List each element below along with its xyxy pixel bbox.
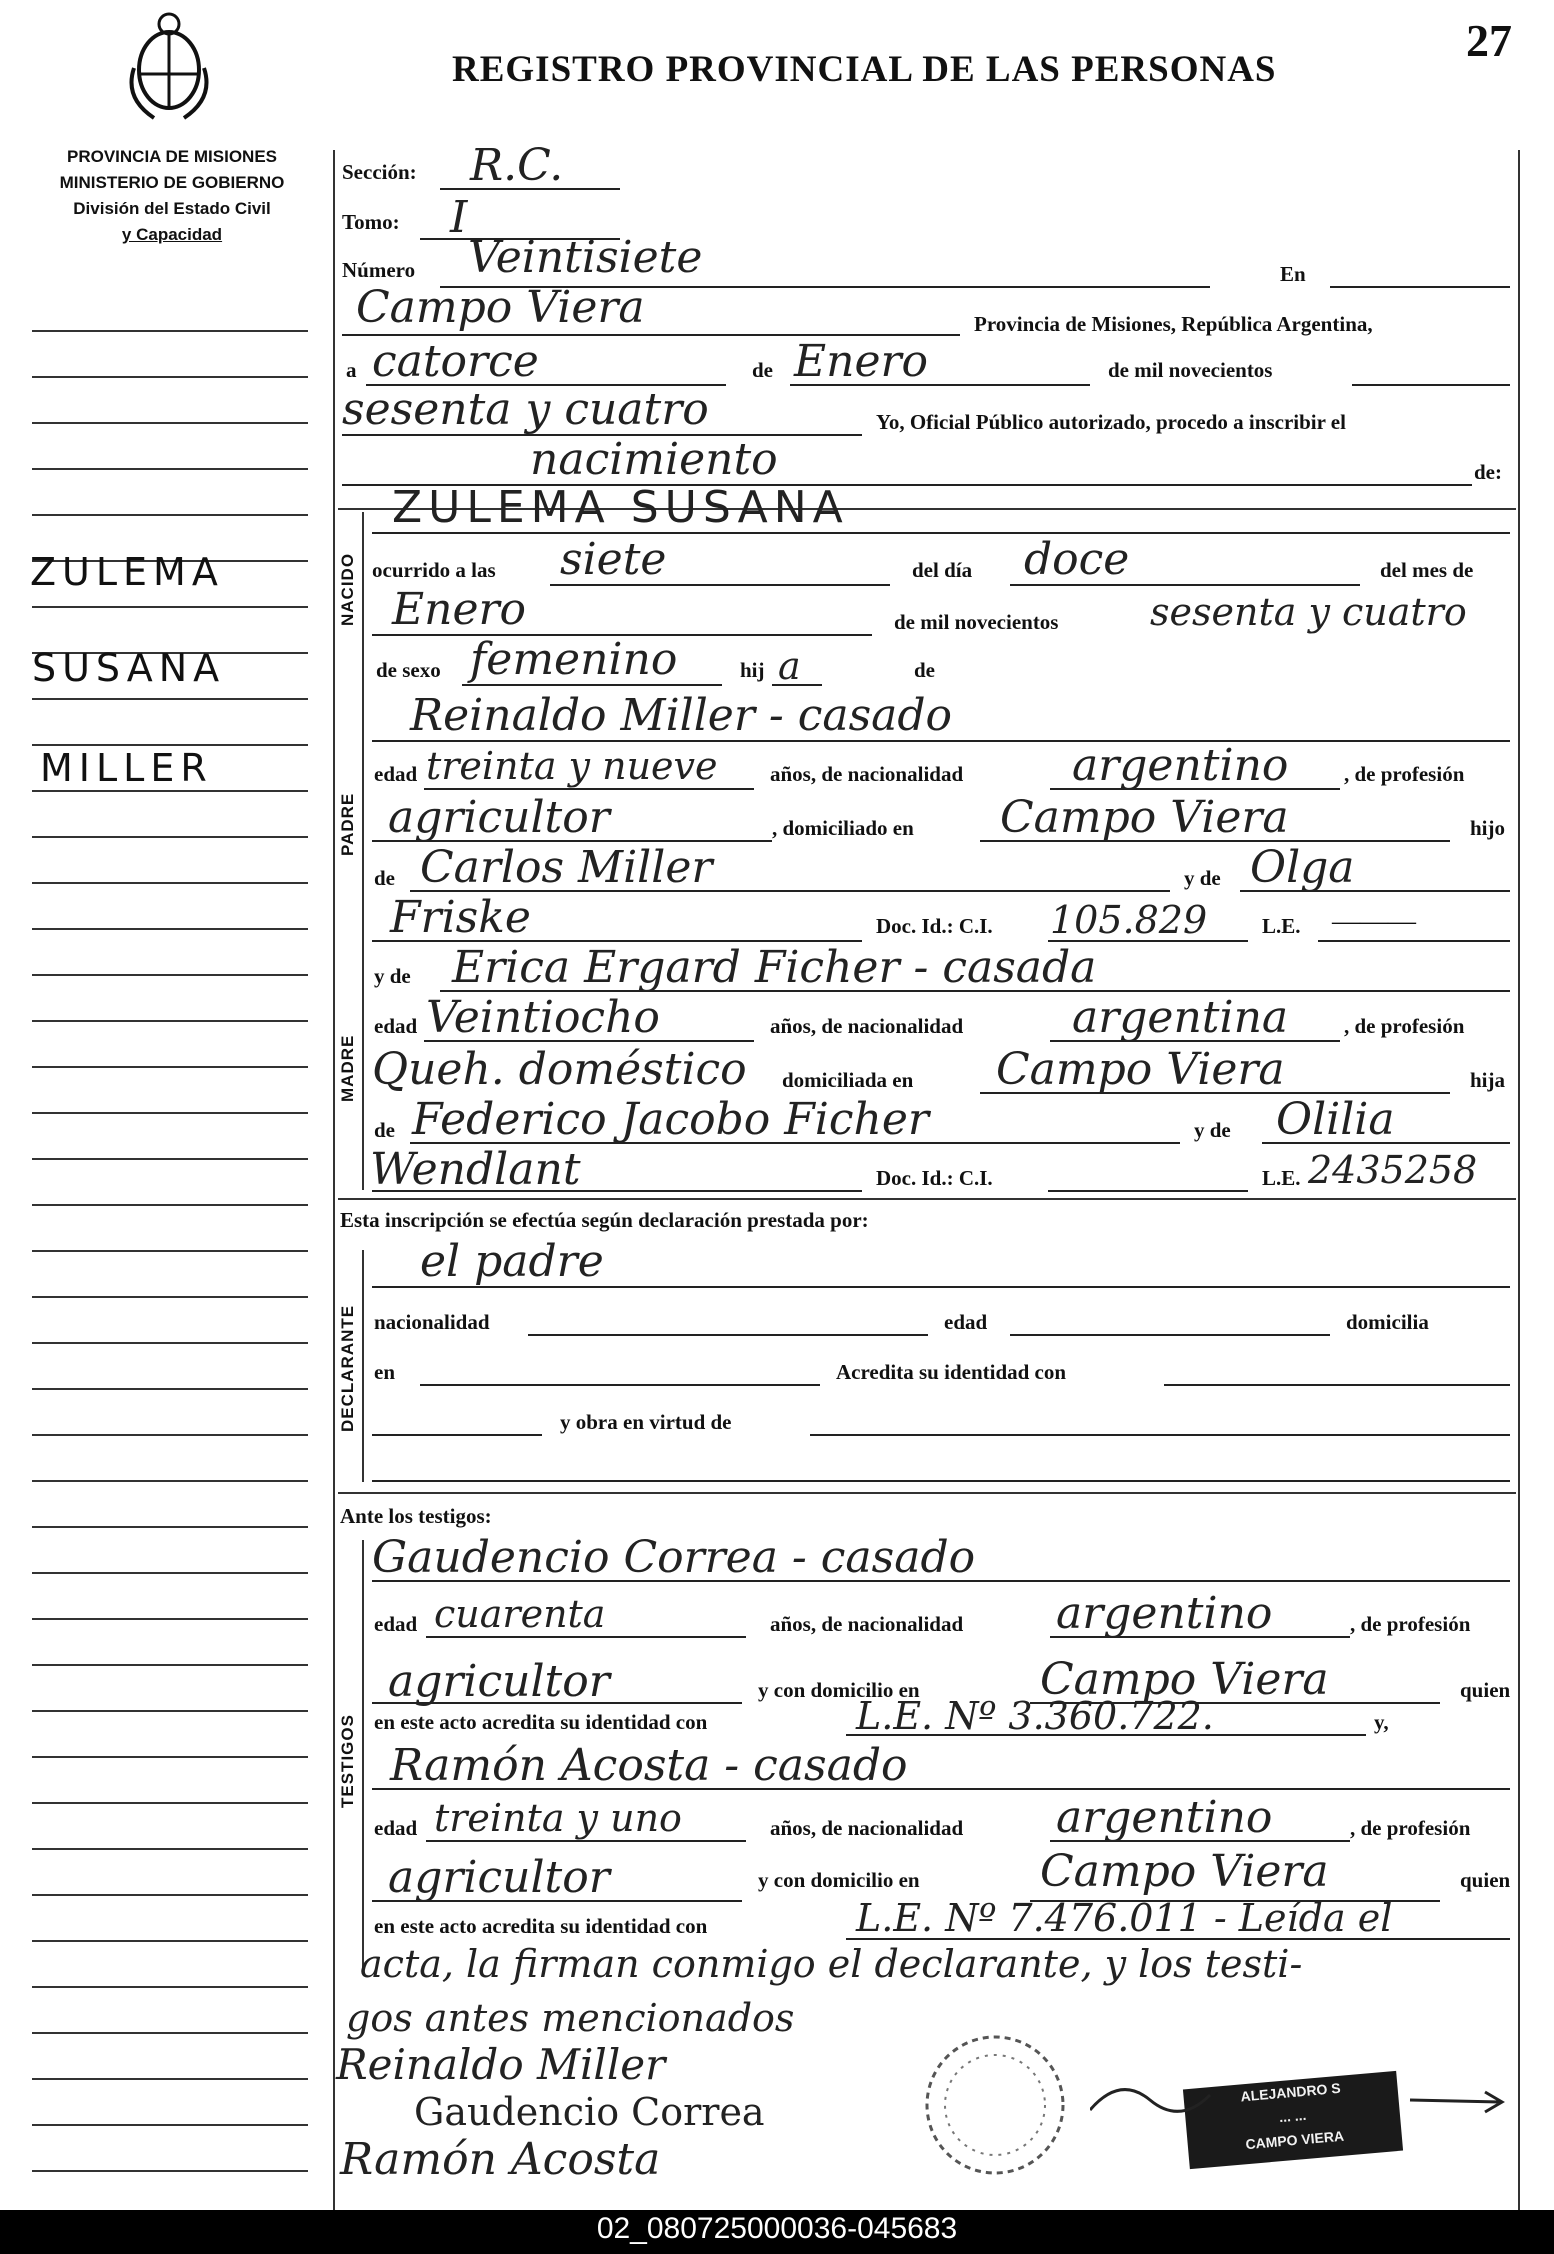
nacido-nombre-value: ZULEMA SUSANA — [392, 482, 849, 533]
madre-edad-label: edad — [374, 1014, 418, 1038]
madre-nacionalidad-label: años, de nacionalidad — [770, 1014, 964, 1038]
stamp-line: ... ... — [1278, 2106, 1307, 2126]
stamp-line: ALEJANDRO S — [1239, 2079, 1342, 2105]
testigo-1-domicilio-label: y con domicilio en — [758, 1678, 920, 1702]
declarante-nombre-value: el padre — [420, 1236, 604, 1287]
declarante-acredita-label: Acredita su identidad con — [836, 1360, 1067, 1384]
testigo-2-edad: treinta y uno — [434, 1796, 682, 1840]
padre-edad-value: treinta y nueve — [426, 744, 718, 788]
cierre-line-2: gos antes mencionados — [346, 1996, 795, 2040]
seccion-label: Sección: — [342, 160, 417, 184]
padre-le-value: ——— — [1332, 906, 1416, 937]
office-line: MINISTERIO DE GOBIERNO — [59, 173, 285, 192]
testigo-1-edad: cuarenta — [434, 1592, 606, 1636]
seccion-value: R.C. — [470, 140, 564, 191]
testigo-1-edad-label: edad — [374, 1612, 418, 1636]
declarante-domicilia-label: domicilia — [1346, 1310, 1429, 1334]
dia-value: catorce — [372, 336, 539, 387]
office-line: y Capacidad — [121, 225, 223, 244]
nacido-dia-value: doce — [1024, 534, 1130, 585]
signature-gaudencio-correa: Gaudencio Correa — [414, 2090, 765, 2134]
oficial-text: Yo, Oficial Público autorizado, procedo a inscribir el — [876, 410, 1346, 434]
section-label-nacido: NACIDO — [338, 552, 357, 626]
madre-le-value: 2435258 — [1308, 1148, 1478, 1192]
madre-padre-de-value: Federico Jacobo Ficher — [412, 1094, 929, 1145]
testigo-1-nacionalidad: argentino — [1056, 1588, 1273, 1639]
padre-doc-value: 105.829 — [1050, 898, 1208, 942]
nacido-mil-label: de mil novecientos — [894, 610, 1059, 634]
section-label-padre: PADRE — [338, 792, 357, 856]
hij-value: a — [778, 644, 801, 688]
del-dia-label: del día — [912, 558, 973, 582]
testigo-1-quien-label: quien — [1460, 1678, 1511, 1702]
margin-name-first: ZULEMA — [30, 550, 224, 594]
madre-nombre-value: Erica Ergard Ficher - casada — [452, 942, 1097, 993]
de-label: de — [752, 358, 773, 382]
madre-profesion-label: , de profesión — [1344, 1014, 1465, 1038]
hijo-label: hijo — [1470, 816, 1506, 840]
padre-nacionalidad-label: años, de nacionalidad — [770, 762, 964, 786]
page-title: REGISTRO PROVINCIAL DE LAS PERSONAS — [452, 49, 1277, 90]
madre-doc-label: Doc. Id.: C.I. — [876, 1166, 993, 1190]
madre-madre-de-value-1: Olilia — [1276, 1094, 1395, 1145]
testigo-1-y-label: y, — [1374, 1710, 1389, 1734]
nacido-mes-value: Enero — [392, 584, 527, 635]
numero-label: Número — [342, 258, 416, 282]
testigo-2-domicilio-label: y con domicilio en — [758, 1868, 920, 1892]
ocurrido-label: ocurrido a las — [372, 558, 496, 582]
margin-name-second: SUSANA — [32, 646, 226, 690]
testigo-1-nacionalidad-label: años, de nacionalidad — [770, 1612, 964, 1636]
anio-value: sesenta y cuatro — [342, 384, 709, 435]
declarante-en-label: en — [374, 1360, 395, 1384]
provincia-text: Provincia de Misiones, República Argentina, — [974, 312, 1373, 336]
page-number: 27 — [1466, 15, 1512, 66]
margin-name-surname: MILLER — [40, 746, 213, 790]
tomo-value: I — [450, 192, 468, 243]
numero-value: Veintisiete — [468, 232, 703, 283]
padre-y-de-label: y de — [1184, 866, 1221, 890]
testigo-2-nacionalidad: argentino — [1056, 1792, 1273, 1843]
tomo-label: Tomo: — [342, 210, 400, 234]
testigos-intro: Ante los testigos: — [340, 1504, 492, 1528]
testigo-1-domicilio: Campo Viera — [1040, 1654, 1329, 1705]
nacido-de-label: de — [914, 658, 935, 682]
signature-ramon-acosta: Ramón Acosta — [340, 2134, 661, 2185]
sexo-label: de sexo — [376, 658, 441, 682]
coat-of-arms-icon — [124, 8, 214, 128]
section-label-madre: MADRE — [338, 1034, 357, 1102]
declarante-intro: Esta inscripción se efectúa según declaración prestada por: — [340, 1208, 869, 1232]
stamp-line: CAMPO VIERA — [1244, 2127, 1345, 2153]
en-label: En — [1280, 262, 1306, 286]
acto-value: nacimiento — [530, 434, 778, 485]
testigo-2-nombre: Ramón Acosta - casado — [390, 1740, 908, 1791]
padre-padre-de-value: Carlos Miller — [420, 842, 713, 893]
testigo-2-doc: L.E. Nº 7.476.011 - Leída el — [856, 1896, 1393, 1940]
office-line: PROVINCIA DE MISIONES — [66, 147, 277, 166]
madre-profesion-value: Queh. doméstico — [372, 1044, 747, 1095]
del-mes-label: del mes de — [1380, 558, 1474, 582]
footer-code: 02_080725000036-045683 — [596, 2212, 958, 2245]
de-colon-label: de: — [1474, 460, 1502, 484]
padre-profesion-value: agricultor — [388, 792, 610, 843]
section-label-testigos: TESTIGOS — [338, 1714, 357, 1808]
padre-domicilio-value: Campo Viera — [1000, 792, 1289, 843]
testigo-1-acredita-label: en este acto acredita su identidad con — [374, 1710, 708, 1734]
declarante-edad-label: edad — [944, 1310, 988, 1334]
mes-value: Enero — [794, 336, 929, 387]
padre-nombre-value: Reinaldo Miller - casado — [410, 690, 953, 741]
padre-nacionalidad-value: argentino — [1072, 740, 1289, 791]
padre-profesion-label: , de profesión — [1344, 762, 1465, 786]
testigo-2-edad-label: edad — [374, 1816, 418, 1840]
testigo-2-domicilio: Campo Viera — [1040, 1846, 1329, 1897]
office-line: División del Estado Civil — [73, 199, 271, 218]
declarante-obra-label: y obra en virtud de — [560, 1410, 732, 1434]
testigo-2-quien-label: quien — [1460, 1868, 1511, 1892]
testigo-1-profesion-label: , de profesión — [1350, 1612, 1471, 1636]
hora-value: siete — [560, 534, 667, 585]
madre-domicilio-value: Campo Viera — [996, 1044, 1285, 1095]
testigo-1-nombre: Gaudencio Correa - casado — [372, 1532, 976, 1583]
testigo-2-profesion-label: , de profesión — [1350, 1816, 1471, 1840]
sexo-value: femenino — [470, 634, 678, 685]
padre-edad-label: edad — [374, 762, 418, 786]
hij-label: hij — [740, 658, 765, 682]
madre-y-de-label: y de — [374, 964, 411, 988]
a-label: a — [346, 358, 357, 382]
madre-edad-value: Veintiocho — [426, 992, 660, 1043]
signature-reinaldo-miller: Reinaldo Miller — [336, 2040, 666, 2089]
mil-novecientos-label: de mil novecientos — [1108, 358, 1273, 382]
lugar-value: Campo Viera — [356, 282, 645, 333]
section-label-declarante: DECLARANTE — [338, 1304, 357, 1432]
nacido-anio-value: sesenta y cuatro — [1150, 590, 1467, 634]
padre-madre-de-value-1: Olga — [1250, 842, 1355, 893]
padre-domicilio-label: , domiciliado en — [772, 816, 914, 840]
testigo-2-profesion: agricultor — [388, 1852, 610, 1903]
testigo-1-profesion: agricultor — [388, 1656, 610, 1707]
testigo-2-nacionalidad-label: años, de nacionalidad — [770, 1816, 964, 1840]
declarante-nacionalidad-label: nacionalidad — [374, 1310, 490, 1334]
testigo-1-doc: L.E. Nº 3.360.722. — [856, 1694, 1214, 1738]
madre-y-de-label-2: y de — [1194, 1118, 1231, 1142]
madre-madre-de-value-2: Wendlant — [370, 1144, 581, 1195]
madre-de-label: de — [374, 1118, 395, 1142]
padre-de-label: de — [374, 866, 395, 890]
padre-doc-label: Doc. Id.: C.I. — [876, 914, 993, 938]
madre-domicilio-label: domiciliada en — [782, 1068, 914, 1092]
office-block — [24, 144, 320, 248]
madre-nacionalidad-value: argentina — [1072, 992, 1289, 1043]
madre-le-label: L.E. — [1262, 1166, 1301, 1190]
cierre-line-1: acta, la firman conmigo el declarante, y los testi- — [360, 1942, 1303, 1986]
signature-scrawl-icon — [1090, 2070, 1510, 2130]
testigo-2-acredita-label: en este acto acredita su identidad con — [374, 1914, 708, 1938]
seal-stamp-icon — [910, 2030, 1080, 2180]
padre-madre-de-value-2: Friske — [390, 892, 531, 943]
padre-le-label: L.E. — [1262, 914, 1301, 938]
hija-label: hija — [1470, 1068, 1506, 1092]
